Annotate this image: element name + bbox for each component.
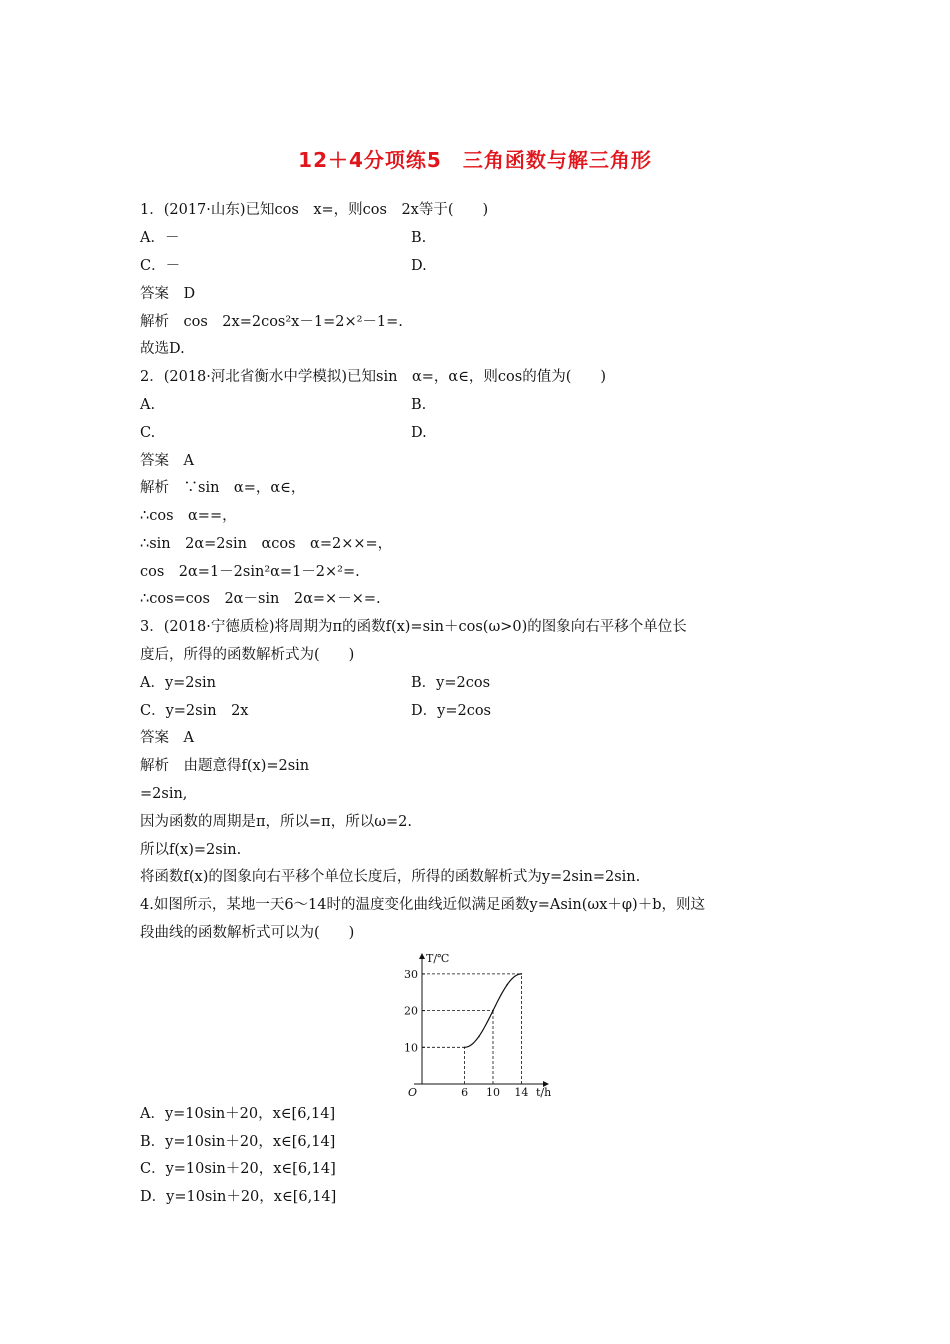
q4-option-b: B．y=10sin＋20，x∈[6,14] [140, 1134, 336, 1150]
y-tick-label: 30 [404, 967, 418, 981]
x-tick-label: 14 [514, 1086, 529, 1098]
q4-option-c: C．y=10sin＋20，x∈[6,14] [140, 1161, 336, 1177]
q1-answer: 答案 D [140, 286, 196, 302]
q1-stem: 1．(2017·山东)已知cos x=，则cos 2x等于( ) [140, 202, 489, 218]
data-point [478, 1036, 480, 1038]
q3-analysis-line: 解析 由题意得f(x)=2sin [140, 758, 310, 774]
q1-analysis-line: 故选D. [140, 341, 185, 357]
q3-answer: 答案 A [140, 730, 194, 746]
y-tick-label: 10 [404, 1041, 418, 1055]
q2-stem: 2．(2018·河北省衡水中学模拟)已知sin α=，α∈，则cos的值为( ) [140, 369, 607, 385]
data-point [506, 984, 508, 986]
q3-option-a: A．y=2sin [140, 675, 216, 691]
q2-option-c: C. [140, 425, 156, 441]
x-tick-label: 10 [486, 1086, 500, 1098]
q1-analysis-line: 解析 cos 2x=2cos²x－1=2×²－1=. [140, 314, 403, 330]
q1-option-b: B. [411, 230, 427, 246]
q3-analysis-line: 将函数f(x)的图象向右平移个单位长度后，所得的函数解析式为y=2sin=2sin. [140, 869, 641, 885]
q2-analysis-line: cos 2α=1－2sin²α=1－2×²=. [140, 564, 360, 580]
x-axis-label: t/h [536, 1086, 552, 1098]
q3-option-b: B．y=2cos [411, 675, 491, 691]
q3-analysis-line: 所以f(x)=2sin. [140, 842, 242, 858]
q4-stem-line: 段曲线的函数解析式可以为( ) [140, 925, 355, 941]
q1-option-c: C．－ [140, 258, 181, 274]
q3-option-d: D．y=2cos [411, 703, 491, 719]
q2-analysis-line: 解析 ∵sin α=，α∈， [140, 480, 306, 496]
temperature-figure [398, 950, 558, 1098]
q2-answer: 答案 A [140, 453, 194, 469]
x-tick-label: 6 [461, 1086, 469, 1098]
q2-option-b: B. [411, 397, 427, 413]
data-point [492, 1010, 494, 1012]
data-point [464, 1047, 466, 1049]
q3-stem-line: 度后，所得的函数解析式为( ) [140, 647, 355, 663]
q2-analysis-line: ∴cos α==， [140, 508, 237, 524]
data-point [521, 973, 523, 975]
q4-option-a: A．y=10sin＋20，x∈[6,14] [140, 1106, 336, 1122]
q3-analysis-line: =2sin, [140, 786, 188, 802]
q2-option-d: D. [411, 425, 427, 441]
q2-option-a: A. [140, 397, 156, 413]
q3-stem-line: 3．(2018·宁德质检)将周期为π的函数f(x)=sin＋cos(ω>0)的图象向右平移个单位长 [140, 619, 687, 635]
page-title: 12＋4分项练5 三角函数与解三角形 [298, 148, 652, 172]
origin-label: O [408, 1086, 418, 1098]
y-axis-label: T/℃ [426, 952, 450, 965]
q1-option-a: A．－ [140, 230, 180, 246]
q2-analysis-line: ∴sin 2α=2sin αcos α=2××=， [140, 536, 393, 552]
q4-option-d: D．y=10sin＋20，x∈[6,14] [140, 1189, 337, 1205]
q3-option-c: C．y=2sin 2x [140, 703, 249, 719]
y-tick-label: 20 [404, 1004, 418, 1018]
q3-analysis-line: 因为函数的周期是π，所以=π，所以ω=2. [140, 814, 413, 830]
q1-option-d: D. [411, 258, 427, 274]
q2-analysis-line: ∴cos=cos 2α－sin 2α=×－×=. [140, 591, 381, 607]
q4-stem-line: 4.如图所示，某地一天6～14时的温度变化曲线近似满足函数y=Asin(ωx＋φ)＋b，则这 [140, 897, 705, 913]
temperature-chart [398, 950, 558, 1098]
